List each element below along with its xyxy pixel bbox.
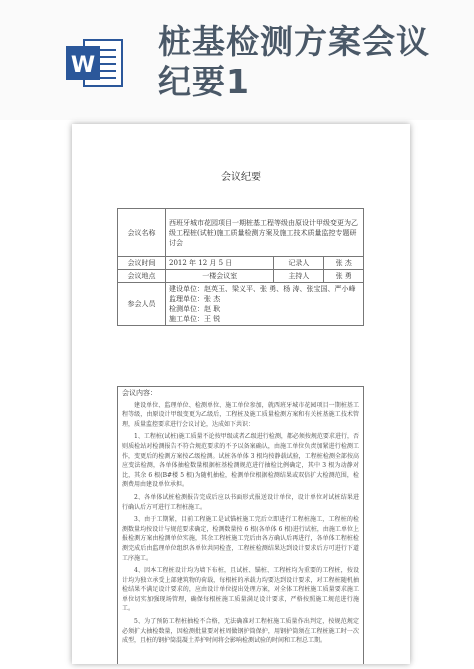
place-label: 会议地点 <box>118 270 166 283</box>
attendee-line: 监理单位：张 杰 <box>169 295 221 303</box>
recorder-value: 张 杰 <box>324 257 364 270</box>
meeting-content <box>117 386 364 664</box>
word-document-icon <box>62 30 126 94</box>
header-banner <box>0 0 474 120</box>
time-value: 2012 年 12 月 5 日 <box>166 257 274 270</box>
content-paragraph: 建设单位、监理单位、检测单位、施工单位参加，就西班牙城市花园项目一期桩基工程等级，由原设计甲级变更为乙级后，工程桩及施工质量检测方案和有关桩基施工技术管理，质量监控要求进行会议讨论，达成如下共识： <box>122 401 359 428</box>
content-label: 会议内容： <box>122 389 157 397</box>
topic-label: 会议名称 <box>118 209 166 257</box>
document-page <box>72 124 410 664</box>
recorder-label: 记录人 <box>274 257 324 270</box>
document-title: 桩基检测方案会议纪要1 <box>158 22 430 101</box>
meeting-info-table <box>117 208 364 326</box>
content-paragraph: 5、为了预防工程桩抽检不合格，无法确准对工程桩施工质量作出判定，按规范规定必须扩大抽检数量，因检测批量要对桩周做钢护筒保护，用钢护筒须在工程桩施工时一次成型，且桩的钢护筒混凝土养护时间将会影响检测试验的时间和工程总工期。 <box>122 618 359 645</box>
host-value: 张 勇 <box>324 270 364 283</box>
attendee-line: 检测单位：赵 耿 <box>169 305 221 313</box>
page-heading: 会议纪要 <box>221 172 261 183</box>
topic-value: 西班牙城市花园项目一期桩基工程等级由原设计甲级变更为乙级工程桩(试桩)施工质量检测方案及施工技术质量监控专题研讨会 <box>166 209 364 257</box>
table-row <box>118 209 364 257</box>
table-row <box>118 283 364 326</box>
attendee-line: 施工单位：王 锐 <box>169 315 221 323</box>
attendee-list <box>166 283 364 326</box>
place-value: 一楼会议室 <box>166 270 274 283</box>
content-paragraph: 2、各单体试桩检测报告完成后应以书面形式报送设计单位，设计单位对试桩结果进行确认后方可进行工程桩施工。 <box>122 493 359 511</box>
attendee-line: 建设单位：赵英玉、梁义平、张 勇、杨 涛、张宝国、严小峰 <box>169 285 356 293</box>
content-paragraph: 4、因本工程桩设计均为墙下布桩，且试桩、锚桩、工程桩均为重要的工程桩，按设计均为独立承受上部建筑物的荷载，每根桩的承载力均要达到设计要求，对工程桩随机抽检结果不满足设计要求的，应由设计单位提出处理方案，对全体工程桩施工质量要求施工单位切实加强现场管理，确保每根桩施工质量满足设计要求，严格按照施工规范进行施工。 <box>122 567 359 613</box>
table-row <box>118 270 364 283</box>
content-paragraph: 3、由于工期紧，目前工程施工是试锚桩施工完后立即进行工程桩施工，工程桩的检测数量均按设计与规范要求确定，检测数量按 6 根(各单体 6 根)进行试桩，由施工单位上报检测方案由检测单位实施，其余工程桩施工完后由各方确认后再进行，各单体工程桩检测完成后由监理单位组织各单位共同检查，工程桩检测结果达到设计要求后方可进行下道工序施工。 <box>122 516 359 562</box>
time-label: 会议时间 <box>118 257 166 270</box>
content-paragraph: 1、工程桩(试桩)施工质量不论按甲级或者乙级进行检测，都必须按规范要求进行，否则质检站对检测报告不符合规范要求的不予以备案确认，由施工单位负责加紧进行检测工作，变更后的检测方案按乙级检测。试桩各单体 3 根均按静载试验，工程桩检测全部按高应变法检测，各单体抽检数量根据桩基检测规范进行抽检比例确定，其中 3 根为动静对比，其余 6 根(B#楼 5 根)为随机抽检，检测单位根据检测结果或双倍扩大检测范围，检测费用由建设单位承担。 <box>122 433 359 489</box>
host-label: 主持人 <box>274 270 324 283</box>
svg-text:W: W <box>70 53 96 78</box>
table-row <box>118 257 364 270</box>
attend-label: 参会人员 <box>118 283 166 326</box>
